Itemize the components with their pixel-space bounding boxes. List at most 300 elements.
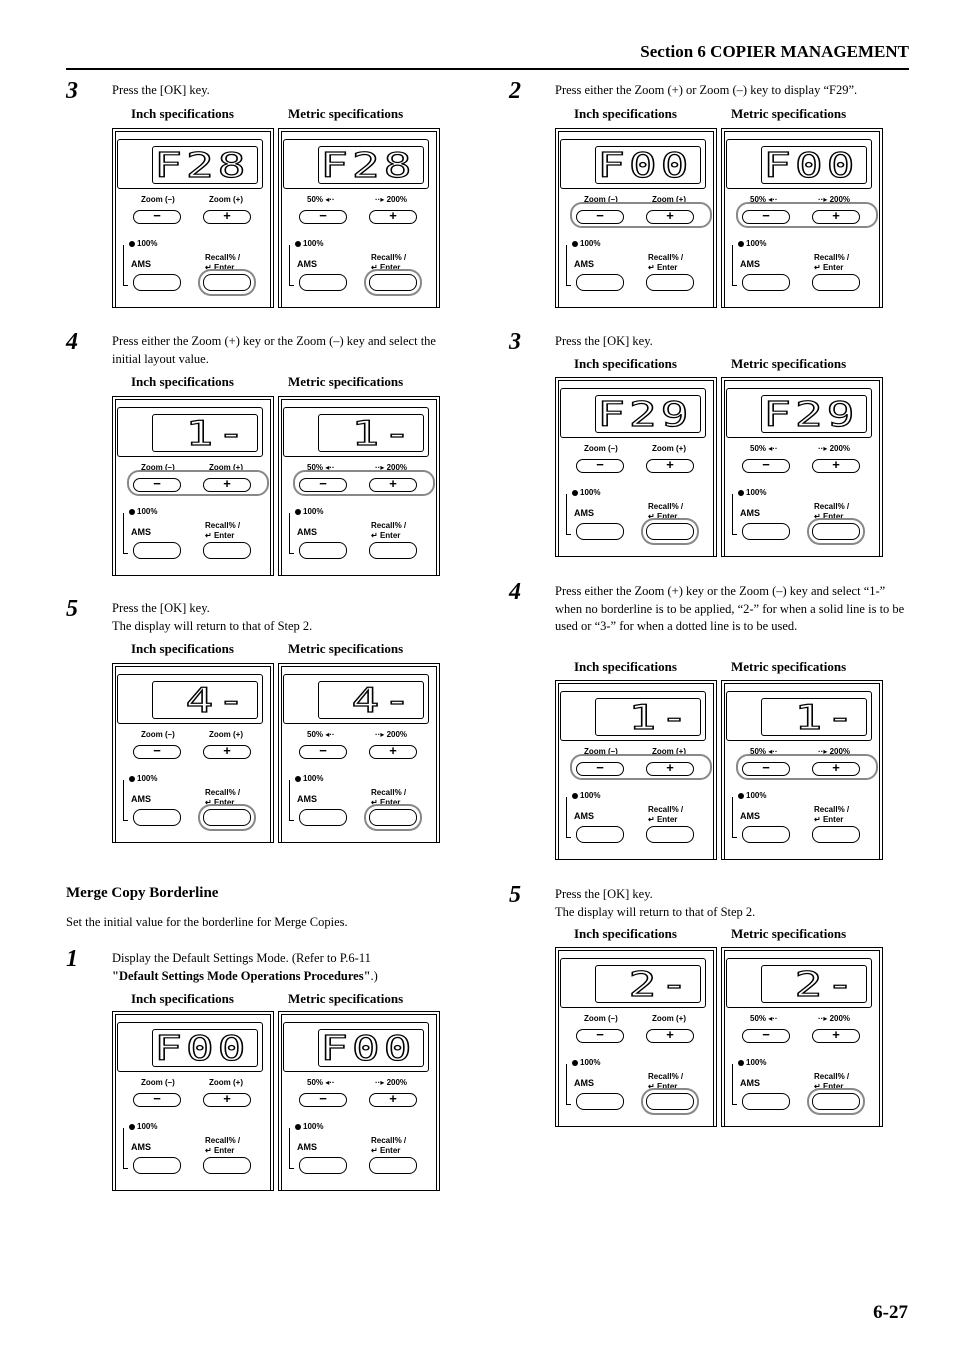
recall-label: Recall% /: [648, 502, 684, 511]
zoom-plus-key[interactable]: [369, 1093, 417, 1107]
ams-key[interactable]: [576, 826, 624, 843]
enter-label: Enter: [213, 531, 235, 540]
zoom-plus-label: ··▸ 200%: [818, 444, 851, 453]
indicator-line: [123, 245, 128, 286]
lamp-100: 100%: [572, 488, 600, 497]
inch-operation-panel: [112, 396, 274, 576]
ok-enter-key[interactable]: [812, 1093, 860, 1110]
zoom-plus-label: Zoom (+): [652, 444, 686, 453]
indicator-line: [123, 513, 128, 554]
step-text-main: Display the Default Settings Mode. (Refer to P.6-11: [112, 951, 371, 965]
ams-key[interactable]: [742, 274, 790, 291]
step-text-bold: "Default Settings Mode Operations Procedures": [112, 968, 371, 983]
display-code: F28: [153, 146, 249, 186]
display-code: F00: [153, 1029, 249, 1069]
zoom-minus-key[interactable]: [299, 210, 347, 224]
minus-icon: −: [762, 208, 770, 223]
ok-enter-key[interactable]: [812, 826, 860, 843]
minus-icon: −: [762, 760, 770, 775]
zoom-minus-key[interactable]: [576, 762, 624, 776]
lamp-100: 100%: [572, 1058, 600, 1067]
recall-enter-label: Recall% / ↵ Enter: [814, 805, 850, 824]
message-display: [560, 388, 706, 438]
display-code: 2-: [628, 965, 692, 1005]
plus-icon: +: [666, 457, 674, 472]
ams-label: AMS: [131, 259, 151, 269]
lamp-100: 100%: [572, 791, 600, 800]
plus-icon: +: [666, 1027, 674, 1042]
ok-enter-key[interactable]: [812, 274, 860, 291]
ams-key[interactable]: [742, 826, 790, 843]
ams-key[interactable]: [133, 809, 181, 826]
ams-key[interactable]: [742, 523, 790, 540]
zoom-minus-key[interactable]: [576, 210, 624, 224]
step-number: 4: [509, 579, 521, 605]
message-display: [560, 958, 706, 1008]
zoom-minus-key[interactable]: [133, 210, 181, 224]
enter-label: Enter: [656, 263, 678, 272]
ok-enter-key[interactable]: [646, 826, 694, 843]
ams-label: AMS: [740, 811, 760, 821]
recall-label: Recall% /: [205, 521, 241, 530]
step-number: 4: [66, 329, 78, 355]
ams-label: AMS: [297, 259, 317, 269]
metric-caption: Metric specifications: [288, 991, 404, 1006]
display-window: [595, 965, 701, 1003]
ams-key[interactable]: [299, 1157, 347, 1174]
recall-label: Recall% /: [814, 502, 850, 511]
plus-icon: +: [389, 208, 397, 223]
indicator-line: [732, 245, 737, 286]
step-text: [555, 886, 911, 921]
step-text: Press either the Zoom (+) key or the Zoom (–) key and select the initial layout value.: [112, 334, 436, 366]
inch-caption: Inch specifications: [131, 106, 234, 121]
recall-enter-label: Recall% / ↵ Enter: [648, 1072, 684, 1091]
display-window: [152, 681, 258, 719]
recall-label: Recall% /: [371, 1136, 407, 1145]
recall-label: Recall% /: [648, 805, 684, 814]
minus-icon: −: [153, 476, 161, 491]
zoom-plus-key[interactable]: [203, 745, 251, 759]
display-window: [595, 395, 701, 433]
metric-caption: Metric specifications: [731, 356, 847, 371]
recall-enter-label: Recall% / ↵ Enter: [648, 502, 684, 521]
indicator-line: [123, 780, 128, 821]
ok-enter-key[interactable]: [203, 1157, 251, 1174]
zoom-plus-key[interactable]: [646, 210, 694, 224]
metric-operation-panel: [278, 1011, 440, 1191]
enter-label: Enter: [379, 531, 401, 540]
display-code: 4-: [185, 681, 249, 721]
minus-icon: −: [153, 208, 161, 223]
zoom-minus-key[interactable]: [299, 478, 347, 492]
enter-label: Enter: [213, 263, 235, 272]
zoom-minus-label: Zoom (–): [141, 195, 175, 204]
lamp-100: 100%: [129, 507, 157, 516]
step-text: [112, 600, 468, 635]
ams-label: AMS: [297, 1142, 317, 1152]
inch-operation-panel: [555, 128, 717, 308]
message-display: [726, 139, 872, 189]
ams-label: AMS: [740, 259, 760, 269]
zoom-minus-label: Zoom (–): [584, 195, 618, 204]
enter-label: Enter: [822, 1082, 844, 1091]
display-window: [761, 698, 867, 736]
display-window: [318, 1029, 424, 1067]
panel-pair: [555, 680, 885, 861]
display-code: F29: [762, 395, 858, 435]
lamp-100: 100%: [738, 1058, 766, 1067]
message-display: [560, 139, 706, 189]
inch-caption: Inch specifications: [131, 641, 234, 656]
display-window: [318, 681, 424, 719]
indicator-line: [732, 1064, 737, 1105]
recall-enter-label: Recall% / ↵ Enter: [205, 788, 241, 807]
zoom-plus-key[interactable]: [203, 210, 251, 224]
minus-icon: −: [319, 743, 327, 758]
display-window: [761, 146, 867, 184]
zoom-plus-label: ··▸ 200%: [818, 1014, 851, 1023]
zoom-plus-label: ··▸ 200%: [375, 1078, 408, 1087]
zoom-minus-label: 50% ◂··: [307, 1078, 335, 1087]
metric-operation-panel: [721, 680, 883, 860]
minus-icon: −: [319, 476, 327, 491]
ams-label: AMS: [574, 1078, 594, 1088]
ams-key[interactable]: [133, 274, 181, 291]
ams-label: AMS: [574, 259, 594, 269]
indicator-line: [123, 1128, 128, 1169]
plus-icon: +: [666, 760, 674, 775]
plus-icon: +: [389, 743, 397, 758]
enter-label: Enter: [656, 512, 678, 521]
display-code: F29: [596, 395, 692, 435]
ams-key[interactable]: [576, 523, 624, 540]
ams-label: AMS: [131, 794, 151, 804]
minus-icon: −: [762, 1027, 770, 1042]
zoom-minus-label: Zoom (–): [584, 444, 618, 453]
inch-caption: Inch specifications: [574, 659, 677, 674]
zoom-plus-label: Zoom (+): [209, 195, 243, 204]
minus-icon: −: [153, 743, 161, 758]
recall-enter-label: Recall% / ↵ Enter: [371, 521, 407, 540]
zoom-plus-key[interactable]: [203, 478, 251, 492]
ok-enter-key[interactable]: [369, 542, 417, 559]
zoom-plus-key[interactable]: [812, 1029, 860, 1043]
display-window: [152, 414, 258, 452]
inch-caption: Inch specifications: [131, 991, 234, 1006]
recall-label: Recall% /: [648, 1072, 684, 1081]
plus-icon: +: [832, 208, 840, 223]
ams-key[interactable]: [299, 274, 347, 291]
message-display: [117, 139, 263, 189]
recall-label: Recall% /: [814, 253, 850, 262]
lamp-100: 100%: [129, 1122, 157, 1131]
ok-enter-key[interactable]: [646, 523, 694, 540]
message-display: [283, 674, 429, 724]
plus-icon: +: [832, 1027, 840, 1042]
enter-label: Enter: [213, 798, 235, 807]
message-display: [283, 1022, 429, 1072]
zoom-plus-label: ··▸ 200%: [818, 747, 851, 756]
zoom-minus-key[interactable]: [742, 459, 790, 473]
indicator-line: [289, 1128, 294, 1169]
plus-icon: +: [832, 760, 840, 775]
lamp-100: 100%: [738, 239, 766, 248]
recall-enter-label: Recall% / ↵ Enter: [205, 521, 241, 540]
ok-enter-key[interactable]: [203, 274, 251, 291]
step-number: 5: [509, 882, 521, 908]
metric-caption: Metric specifications: [731, 659, 847, 674]
recall-enter-label: Recall% / ↵ Enter: [648, 253, 684, 272]
indicator-line: [566, 797, 571, 838]
metric-operation-panel: [721, 377, 883, 557]
ok-enter-key[interactable]: [812, 523, 860, 540]
zoom-minus-label: 50% ◂··: [750, 195, 778, 204]
panel-pair: [555, 947, 885, 1128]
zoom-plus-label: ··▸ 200%: [818, 195, 851, 204]
ams-key[interactable]: [576, 1093, 624, 1110]
zoom-plus-label: Zoom (+): [652, 747, 686, 756]
plus-icon: +: [223, 208, 231, 223]
ams-label: AMS: [574, 811, 594, 821]
enter-label: Enter: [379, 263, 401, 272]
indicator-line: [289, 513, 294, 554]
zoom-minus-label: 50% ◂··: [750, 444, 778, 453]
message-display: [283, 407, 429, 457]
zoom-minus-key[interactable]: [576, 459, 624, 473]
step-text-line2: The display will return to that of Step 2.: [555, 904, 756, 919]
lamp-100: 100%: [295, 239, 323, 248]
ok-enter-key[interactable]: [646, 274, 694, 291]
zoom-minus-key[interactable]: [576, 1029, 624, 1043]
display-code: F00: [762, 146, 858, 186]
recall-label: Recall% /: [371, 521, 407, 530]
zoom-plus-key[interactable]: [369, 745, 417, 759]
zoom-minus-label: 50% ◂··: [750, 1014, 778, 1023]
ok-enter-key[interactable]: [369, 274, 417, 291]
minus-icon: −: [596, 760, 604, 775]
recall-enter-label: Recall% / ↵ Enter: [814, 253, 850, 272]
enter-label: Enter: [822, 263, 844, 272]
recall-enter-label: Recall% / ↵ Enter: [205, 253, 241, 272]
message-display: [560, 691, 706, 741]
step-text-line1: Press the [OK] key.: [555, 887, 653, 901]
step-text-line2: The display will return to that of Step 2.: [112, 618, 313, 633]
display-window: [595, 146, 701, 184]
display-code: 1-: [185, 414, 249, 454]
metric-operation-panel: [278, 663, 440, 843]
ams-key[interactable]: [133, 1157, 181, 1174]
display-code: 1-: [628, 698, 692, 738]
zoom-plus-key[interactable]: [203, 1093, 251, 1107]
inch-operation-panel: [112, 128, 274, 308]
zoom-plus-key[interactable]: [646, 459, 694, 473]
zoom-plus-key[interactable]: [369, 210, 417, 224]
metric-operation-panel: [278, 396, 440, 576]
step-number: 3: [66, 78, 78, 104]
zoom-plus-key[interactable]: [812, 210, 860, 224]
plus-icon: +: [389, 1091, 397, 1106]
ams-label: AMS: [740, 1078, 760, 1088]
lamp-100: 100%: [295, 774, 323, 783]
zoom-plus-key[interactable]: [812, 762, 860, 776]
inch-caption: Inch specifications: [574, 926, 677, 941]
message-display: [117, 674, 263, 724]
recall-enter-label: Recall% / ↵ Enter: [648, 805, 684, 824]
zoom-minus-key[interactable]: [742, 762, 790, 776]
recall-enter-label: Recall% / ↵ Enter: [205, 1136, 241, 1155]
enter-label: Enter: [822, 815, 844, 824]
message-display: [726, 691, 872, 741]
ams-key[interactable]: [742, 1093, 790, 1110]
zoom-plus-label: ··▸ 200%: [375, 730, 408, 739]
enter-label: Enter: [656, 815, 678, 824]
zoom-minus-key[interactable]: [133, 478, 181, 492]
plus-icon: +: [666, 208, 674, 223]
metric-operation-panel: [721, 128, 883, 308]
zoom-plus-label: Zoom (+): [209, 1078, 243, 1087]
enter-label: Enter: [822, 512, 844, 521]
indicator-line: [566, 245, 571, 286]
minus-icon: −: [319, 208, 327, 223]
zoom-plus-key[interactable]: [646, 1029, 694, 1043]
enter-label: Enter: [656, 1082, 678, 1091]
message-display: [117, 1022, 263, 1072]
zoom-plus-key[interactable]: [369, 478, 417, 492]
zoom-plus-key[interactable]: [812, 459, 860, 473]
message-display: [283, 139, 429, 189]
ams-key[interactable]: [299, 809, 347, 826]
lamp-100: 100%: [129, 774, 157, 783]
lamp-100: 100%: [738, 791, 766, 800]
zoom-plus-label: ··▸ 200%: [375, 195, 408, 204]
ams-key[interactable]: [576, 274, 624, 291]
lamp-100: 100%: [295, 1122, 323, 1131]
minus-icon: −: [153, 1091, 161, 1106]
message-display: [117, 407, 263, 457]
zoom-plus-label: Zoom (+): [652, 195, 686, 204]
panel-pair: [112, 128, 442, 309]
panel-pair: [555, 377, 885, 558]
zoom-minus-label: 50% ◂··: [307, 463, 335, 472]
recall-label: Recall% /: [648, 253, 684, 262]
zoom-plus-key[interactable]: [646, 762, 694, 776]
ok-enter-key[interactable]: [203, 809, 251, 826]
zoom-minus-label: 50% ◂··: [307, 195, 335, 204]
minus-icon: −: [596, 1027, 604, 1042]
display-window: [152, 1029, 258, 1067]
panel-pair: [112, 396, 442, 577]
panel-pair: [112, 663, 442, 844]
inch-operation-panel: [112, 663, 274, 843]
zoom-minus-label: Zoom (–): [584, 747, 618, 756]
zoom-plus-label: Zoom (+): [209, 463, 243, 472]
step-text: Press the [OK] key.: [112, 83, 210, 97]
zoom-plus-label: Zoom (+): [209, 730, 243, 739]
zoom-minus-label: Zoom (–): [141, 463, 175, 472]
enter-label: Enter: [213, 1146, 235, 1155]
metric-caption: Metric specifications: [288, 641, 404, 656]
display-window: [318, 414, 424, 452]
merge-section-title: Merge Copy Borderline: [66, 885, 219, 901]
zoom-minus-key[interactable]: [133, 1093, 181, 1107]
ok-enter-key[interactable]: [646, 1093, 694, 1110]
recall-label: Recall% /: [205, 253, 241, 262]
inch-operation-panel: [112, 1011, 274, 1191]
display-code: 1-: [351, 414, 415, 454]
metric-caption: Metric specifications: [731, 926, 847, 941]
plus-icon: +: [389, 476, 397, 491]
minus-icon: −: [762, 457, 770, 472]
plus-icon: +: [223, 1091, 231, 1106]
inch-operation-panel: [555, 377, 717, 557]
display-code: F00: [319, 1029, 415, 1069]
display-window: [152, 146, 258, 184]
lamp-100: 100%: [295, 507, 323, 516]
recall-label: Recall% /: [814, 805, 850, 814]
step-text: [112, 950, 468, 985]
ams-label: AMS: [297, 794, 317, 804]
inch-operation-panel: [555, 680, 717, 860]
ok-enter-key[interactable]: [369, 1157, 417, 1174]
inch-operation-panel: [555, 947, 717, 1127]
metric-operation-panel: [721, 947, 883, 1127]
recall-enter-label: Recall% / ↵ Enter: [371, 788, 407, 807]
zoom-minus-label: Zoom (–): [141, 1078, 175, 1087]
display-code: 2-: [794, 965, 858, 1005]
section-title: Section 6 COPIER MANAGEMENT: [640, 42, 909, 61]
ams-key[interactable]: [133, 542, 181, 559]
display-window: [761, 395, 867, 433]
step-text: Press either the Zoom (+) key or the Zoom (–) key and select “1-” when no borderline is to be applied, “2-” for when a solid line is to be used or “3-” for when a dotted line is to be used.: [555, 584, 905, 633]
ams-label: AMS: [297, 527, 317, 537]
plus-icon: +: [223, 476, 231, 491]
step-number: 1: [66, 946, 78, 972]
recall-label: Recall% /: [371, 253, 407, 262]
display-window: [318, 146, 424, 184]
step-text-line1: Press the [OK] key.: [112, 601, 210, 615]
zoom-minus-key[interactable]: [299, 745, 347, 759]
indicator-line: [289, 780, 294, 821]
zoom-minus-key[interactable]: [742, 1029, 790, 1043]
recall-enter-label: Recall% / ↵ Enter: [814, 1072, 850, 1091]
ams-key[interactable]: [299, 542, 347, 559]
metric-caption: Metric specifications: [731, 106, 847, 121]
display-code: F00: [596, 146, 692, 186]
zoom-minus-key[interactable]: [133, 745, 181, 759]
zoom-minus-key[interactable]: [742, 210, 790, 224]
plus-icon: +: [832, 457, 840, 472]
ams-label: AMS: [740, 508, 760, 518]
indicator-line: [289, 245, 294, 286]
metric-caption: Metric specifications: [288, 374, 404, 389]
minus-icon: −: [319, 1091, 327, 1106]
inch-caption: Inch specifications: [131, 374, 234, 389]
lamp-100: 100%: [572, 239, 600, 248]
recall-enter-label: Recall% / ↵ Enter: [371, 1136, 407, 1155]
step-number: 2: [509, 78, 521, 104]
ok-enter-key[interactable]: [369, 809, 417, 826]
ams-label: AMS: [131, 1142, 151, 1152]
indicator-line: [732, 797, 737, 838]
ok-enter-key[interactable]: [203, 542, 251, 559]
indicator-line: [732, 494, 737, 535]
recall-label: Recall% /: [814, 1072, 850, 1081]
step-number: 3: [509, 329, 521, 355]
zoom-minus-key[interactable]: [299, 1093, 347, 1107]
metric-caption: Metric specifications: [288, 106, 404, 121]
plus-icon: +: [223, 743, 231, 758]
